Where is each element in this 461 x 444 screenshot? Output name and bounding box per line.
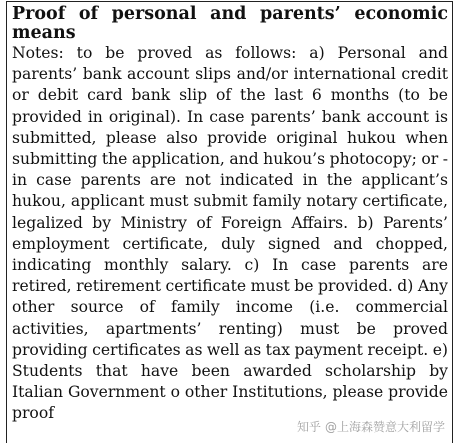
watermark-platform: 知乎: [296, 420, 321, 434]
notes-paragraph: Notes: to be proved as follows: a) Personal and parents’ bank account slips and/or international credit or debit card bank slip of the last 6 months (to be provided in original). In case parents’ bank account is submitted, please also provide original hukou when submitting the application, and hukou’s photocopy; or - in case parents are not indicated in the applicant’s hukou, applicant must submit family notary certificate, legalized by Ministry of Foreign Affairs. b) Parents’ employment certificate, duly signed and chopped, indicating monthly salary. c) In case parents are retired, retirement certificate must be provided. d) Any other source of family income (i.e. commercial activities, apartments’ renting) must be proved providing certificates as well as tax payment receipt. e) Students that have been awarded scholarship by Italian Government o other Institutions, please provide proof: [12, 44, 448, 423]
document-box: [6, 1, 453, 443]
watermark-account: @上海森赞意大利留学: [324, 420, 445, 434]
section-heading-line2: means: [12, 23, 76, 43]
watermark: [295, 418, 447, 435]
section-heading-line1: Proof of personal and parents’ economic: [12, 4, 448, 24]
